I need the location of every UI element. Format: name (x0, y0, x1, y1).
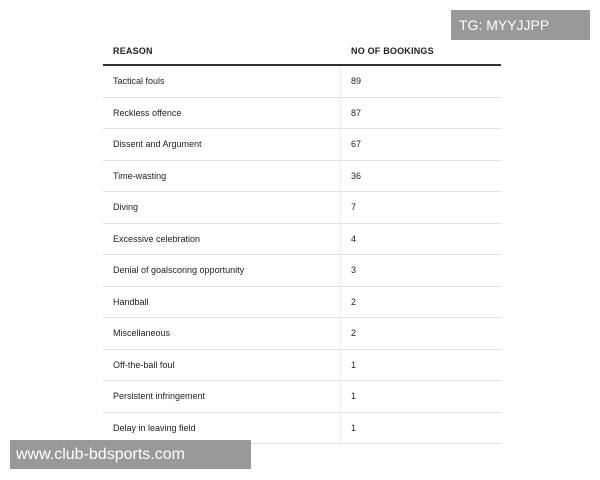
row-reason: Excessive celebration (103, 224, 341, 255)
table-row (103, 98, 501, 130)
row-bookings: 1 (351, 391, 357, 402)
row-bookings: 87 (351, 107, 362, 118)
row-bookings: 1 (351, 359, 357, 370)
bookings-table (103, 38, 501, 444)
row-bookings: 3 (351, 265, 357, 276)
table-row (103, 381, 501, 413)
row-reason: Delay in leaving field (103, 413, 341, 444)
row-reason: Miscellaneous (103, 318, 341, 349)
row-bookings: 1 (351, 422, 357, 433)
row-bookings: 89 (351, 76, 362, 87)
table-row (103, 192, 501, 224)
table-row (103, 224, 501, 256)
table-row (103, 350, 501, 382)
row-reason: Dissent and Argument (103, 129, 341, 160)
table-row (103, 287, 501, 319)
row-reason: Handball (103, 287, 341, 318)
table-row (103, 161, 501, 193)
row-bookings: 2 (351, 328, 357, 339)
table-row (103, 129, 501, 161)
row-reason: Tactical fouls (103, 66, 341, 97)
watermark-bottom: www.club-bdsports.com (10, 440, 251, 469)
row-bookings: 7 (351, 202, 357, 213)
header-bookings: NO OF BOOKINGS (351, 46, 434, 56)
row-bookings: 36 (351, 170, 362, 181)
table-row (103, 66, 501, 98)
row-bookings: 4 (351, 233, 357, 244)
row-reason: Persistent infringement (103, 381, 341, 412)
row-reason: Denial of goalscoring opportunity (103, 255, 341, 286)
row-reason: Diving (103, 192, 341, 223)
row-reason: Time-wasting (103, 161, 341, 192)
table-row (103, 255, 501, 287)
row-reason: Reckless offence (103, 98, 341, 129)
watermark-top: TG: MYYJJPP (451, 10, 590, 40)
header-reason: REASON (113, 46, 153, 56)
row-bookings: 67 (351, 139, 362, 150)
table-body (103, 66, 501, 444)
row-reason: Off-the-ball foul (103, 350, 341, 381)
row-bookings: 2 (351, 296, 357, 307)
table-row (103, 318, 501, 350)
table-header (103, 38, 501, 66)
